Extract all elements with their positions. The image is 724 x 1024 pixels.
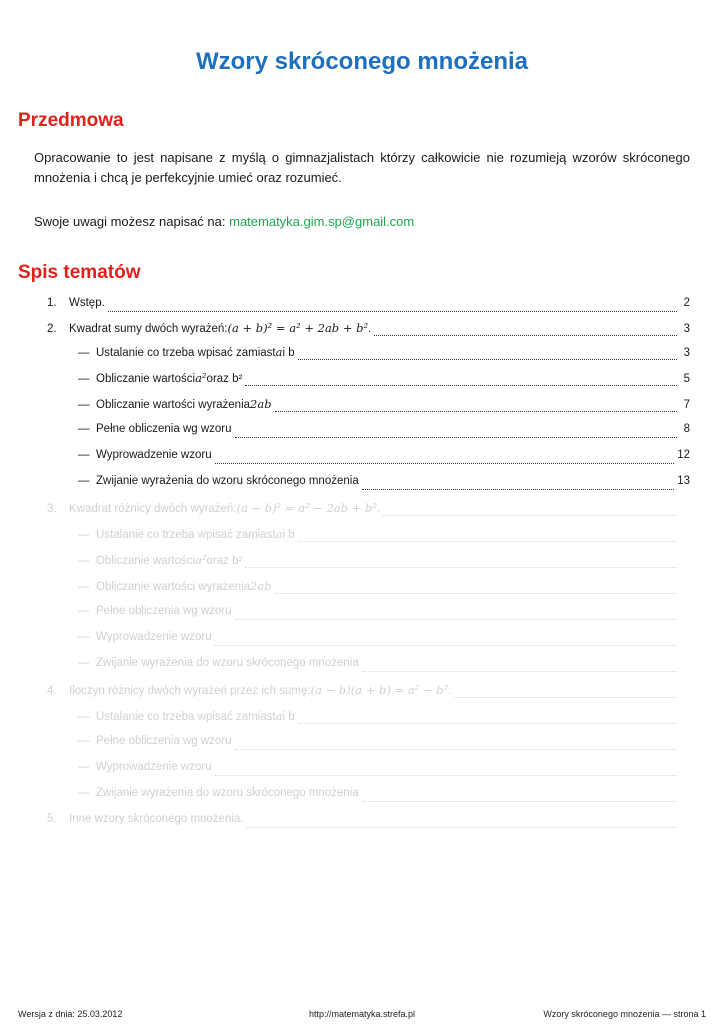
toc-dash: —	[78, 581, 90, 593]
toc-subitem[interactable]	[78, 631, 690, 649]
toc-item[interactable]	[47, 501, 690, 519]
toc-dash: —	[78, 787, 90, 799]
toc-dot-leader	[383, 514, 677, 516]
contact-label: Swoje uwagi możesz napisać na:	[34, 214, 230, 229]
toc-dot-leader	[362, 670, 677, 672]
toc-item-label: Ustalanie co trzeba wpisać zamiast	[96, 529, 276, 541]
toc-item-suffix: i b	[282, 347, 295, 359]
toc-dash: —	[78, 631, 90, 643]
toc-item-suffix: .	[368, 323, 372, 335]
toc-dot-leader	[298, 358, 677, 360]
toc-subitem[interactable]	[78, 787, 690, 805]
toc-dash: —	[78, 657, 90, 669]
footer-version: Wersja z dnia: 25.03.2012	[18, 1009, 123, 1019]
toc-item[interactable]	[47, 813, 690, 831]
toc-item-formula: 2ab	[250, 579, 272, 593]
toc-dash: —	[78, 529, 90, 541]
toc-item-label: Pełne obliczenia wg wzoru	[96, 605, 232, 617]
toc-subitem[interactable]	[78, 345, 690, 363]
toc-dot-leader	[235, 618, 677, 620]
toc-page-number: 3	[683, 323, 690, 335]
toc-number: 2.	[47, 323, 57, 335]
toc-dot-leader	[275, 592, 677, 594]
toc-subitem[interactable]	[78, 371, 690, 389]
toc-item[interactable]	[47, 297, 690, 315]
toc-item-formula: (a + b)² = a² + 2ab + b²	[227, 321, 369, 335]
toc-dot-leader	[235, 436, 677, 438]
toc-page-number: 12	[677, 449, 690, 461]
toc-dot-leader	[275, 410, 677, 412]
footer-url[interactable]: http://matematyka.strefa.pl	[308, 1009, 416, 1019]
toc-item-suffix: .	[377, 503, 381, 515]
toc-subitem[interactable]	[78, 553, 690, 571]
toc-item-label: Wyprowadzenie wzoru	[96, 761, 212, 773]
toc-subitem[interactable]	[78, 735, 690, 753]
toc-dash: —	[78, 555, 90, 567]
toc-subitem[interactable]	[78, 605, 690, 623]
toc-item-label: Wyprowadzenie wzoru	[96, 631, 212, 643]
toc-dot-leader	[215, 774, 677, 776]
toc-item-suffix: oraz b²	[206, 555, 243, 567]
toc-item-label: Pełne obliczenia wg wzoru	[96, 423, 232, 435]
toc-dash: —	[78, 761, 90, 773]
toc-number: 3.	[47, 503, 57, 515]
toc-item-label: Zwijanie wyrażenia do wzoru skróconego mnożenia	[96, 657, 359, 669]
toc-number: 4.	[47, 685, 57, 697]
toc-item-formula: a	[275, 709, 283, 723]
toc-subitem[interactable]	[78, 397, 690, 415]
toc-dot-leader	[245, 566, 677, 568]
toc-item-label: Iloczyn różnicy dwóch wyrażeń przez ich sumę:	[69, 685, 311, 697]
toc-page-number: 3	[683, 347, 690, 359]
toc-item-label: Obliczanie wartości wyrażenia	[96, 581, 251, 593]
toc-subitem[interactable]	[78, 423, 690, 441]
toc-page-number: 2	[683, 297, 690, 309]
toc-item[interactable]	[47, 683, 690, 701]
toc-item-label: Zwijanie wyrażenia do wzoru skróconego mnożenia	[96, 475, 359, 487]
toc-dot-leader	[108, 310, 677, 312]
footer-page-label: Wzory skróconego mnożenia — strona 1	[543, 1009, 706, 1019]
toc-dot-leader	[215, 462, 675, 464]
toc-subitem[interactable]	[78, 709, 690, 727]
toc-heading: Spis tematów	[18, 262, 141, 283]
toc-page-number: 8	[683, 423, 690, 435]
toc-item-label: Kwadrat różnicy dwóch wyrażeń:	[69, 503, 237, 515]
toc-item-label: Ustalanie co trzeba wpisać zamiast	[96, 347, 276, 359]
toc-dot-leader	[298, 722, 677, 724]
toc-dash: —	[78, 347, 90, 359]
toc-item-formula: (a − b)(a + b) = a² − b²	[310, 683, 449, 697]
toc-dash: —	[78, 711, 90, 723]
toc-dash: —	[78, 449, 90, 461]
toc-page-number: 13	[677, 475, 690, 487]
toc-item-formula: a	[275, 527, 283, 541]
toc-item-label: Obliczanie wartości	[96, 555, 196, 567]
toc-item-label: Zwijanie wyrażenia do wzoru skróconego mnożenia	[96, 787, 359, 799]
toc-item-formula: a²	[195, 553, 207, 567]
toc-subitem[interactable]	[78, 449, 690, 467]
toc-dot-leader	[298, 540, 677, 542]
toc-dot-leader	[235, 748, 677, 750]
toc-dash: —	[78, 373, 90, 385]
page-title: Wzory skróconego mnożenia	[195, 48, 529, 75]
toc-dash: —	[78, 423, 90, 435]
toc-number: 5.	[47, 813, 57, 825]
toc-item-suffix: oraz b²	[206, 373, 243, 385]
toc-item-label: Inne wzory skróconego mnożenia.	[69, 813, 244, 825]
toc-item-label: Obliczanie wartości	[96, 373, 196, 385]
toc-item[interactable]	[47, 321, 690, 339]
toc-item-suffix: i b	[282, 529, 295, 541]
toc-item-label: Obliczanie wartości wyrażenia	[96, 399, 251, 411]
toc-dash: —	[78, 399, 90, 411]
toc-dash: —	[78, 605, 90, 617]
toc-number: 1.	[47, 297, 57, 309]
toc-item-suffix: i b	[282, 711, 295, 723]
toc-item-suffix: .	[448, 685, 452, 697]
toc-page-number: 7	[683, 399, 690, 411]
toc-dot-leader	[374, 334, 677, 336]
toc-dot-leader	[215, 644, 677, 646]
toc-subitem[interactable]	[78, 579, 690, 597]
toc-item-formula: 2ab	[250, 397, 272, 411]
toc-dot-leader	[362, 800, 677, 802]
toc-subitem[interactable]	[78, 761, 690, 779]
toc-item-label: Kwadrat sumy dwóch wyrażeń:	[69, 323, 228, 335]
contact-email-link[interactable]: matematyka.gim.sp@gmail.com	[229, 214, 415, 229]
toc-dash: —	[78, 475, 90, 487]
toc-item-label: Wstęp.	[69, 297, 105, 309]
toc-subitem[interactable]	[78, 657, 690, 675]
toc-subitem[interactable]	[78, 527, 690, 545]
toc-subitem[interactable]	[78, 475, 690, 493]
toc-item-formula: a	[275, 345, 283, 359]
toc-dot-leader	[245, 384, 677, 386]
toc-item-formula: a²	[195, 371, 207, 385]
toc-dot-leader	[362, 488, 674, 490]
preface-paragraph: Opracowanie to jest napisane z myślą o gimnazjalistach którzy całkowicie nie rozumieją wzorów skróconego mnożenia i chcą je perfekcyjnie umieć oraz rozumieć.	[34, 150, 690, 185]
contact-line	[34, 212, 690, 232]
preface-heading: Przedmowa	[18, 110, 124, 131]
toc-dot-leader	[454, 696, 677, 698]
toc-item-label: Pełne obliczenia wg wzoru	[96, 735, 232, 747]
toc-page-number: 5	[683, 373, 690, 385]
toc-item-formula: (a − b)² = a² − 2ab + b²	[236, 501, 378, 515]
toc-dot-leader	[247, 826, 677, 828]
toc-item-label: Ustalanie co trzeba wpisać zamiast	[96, 711, 276, 723]
toc-item-label: Wyprowadzenie wzoru	[96, 449, 212, 461]
toc-dash: —	[78, 735, 90, 747]
